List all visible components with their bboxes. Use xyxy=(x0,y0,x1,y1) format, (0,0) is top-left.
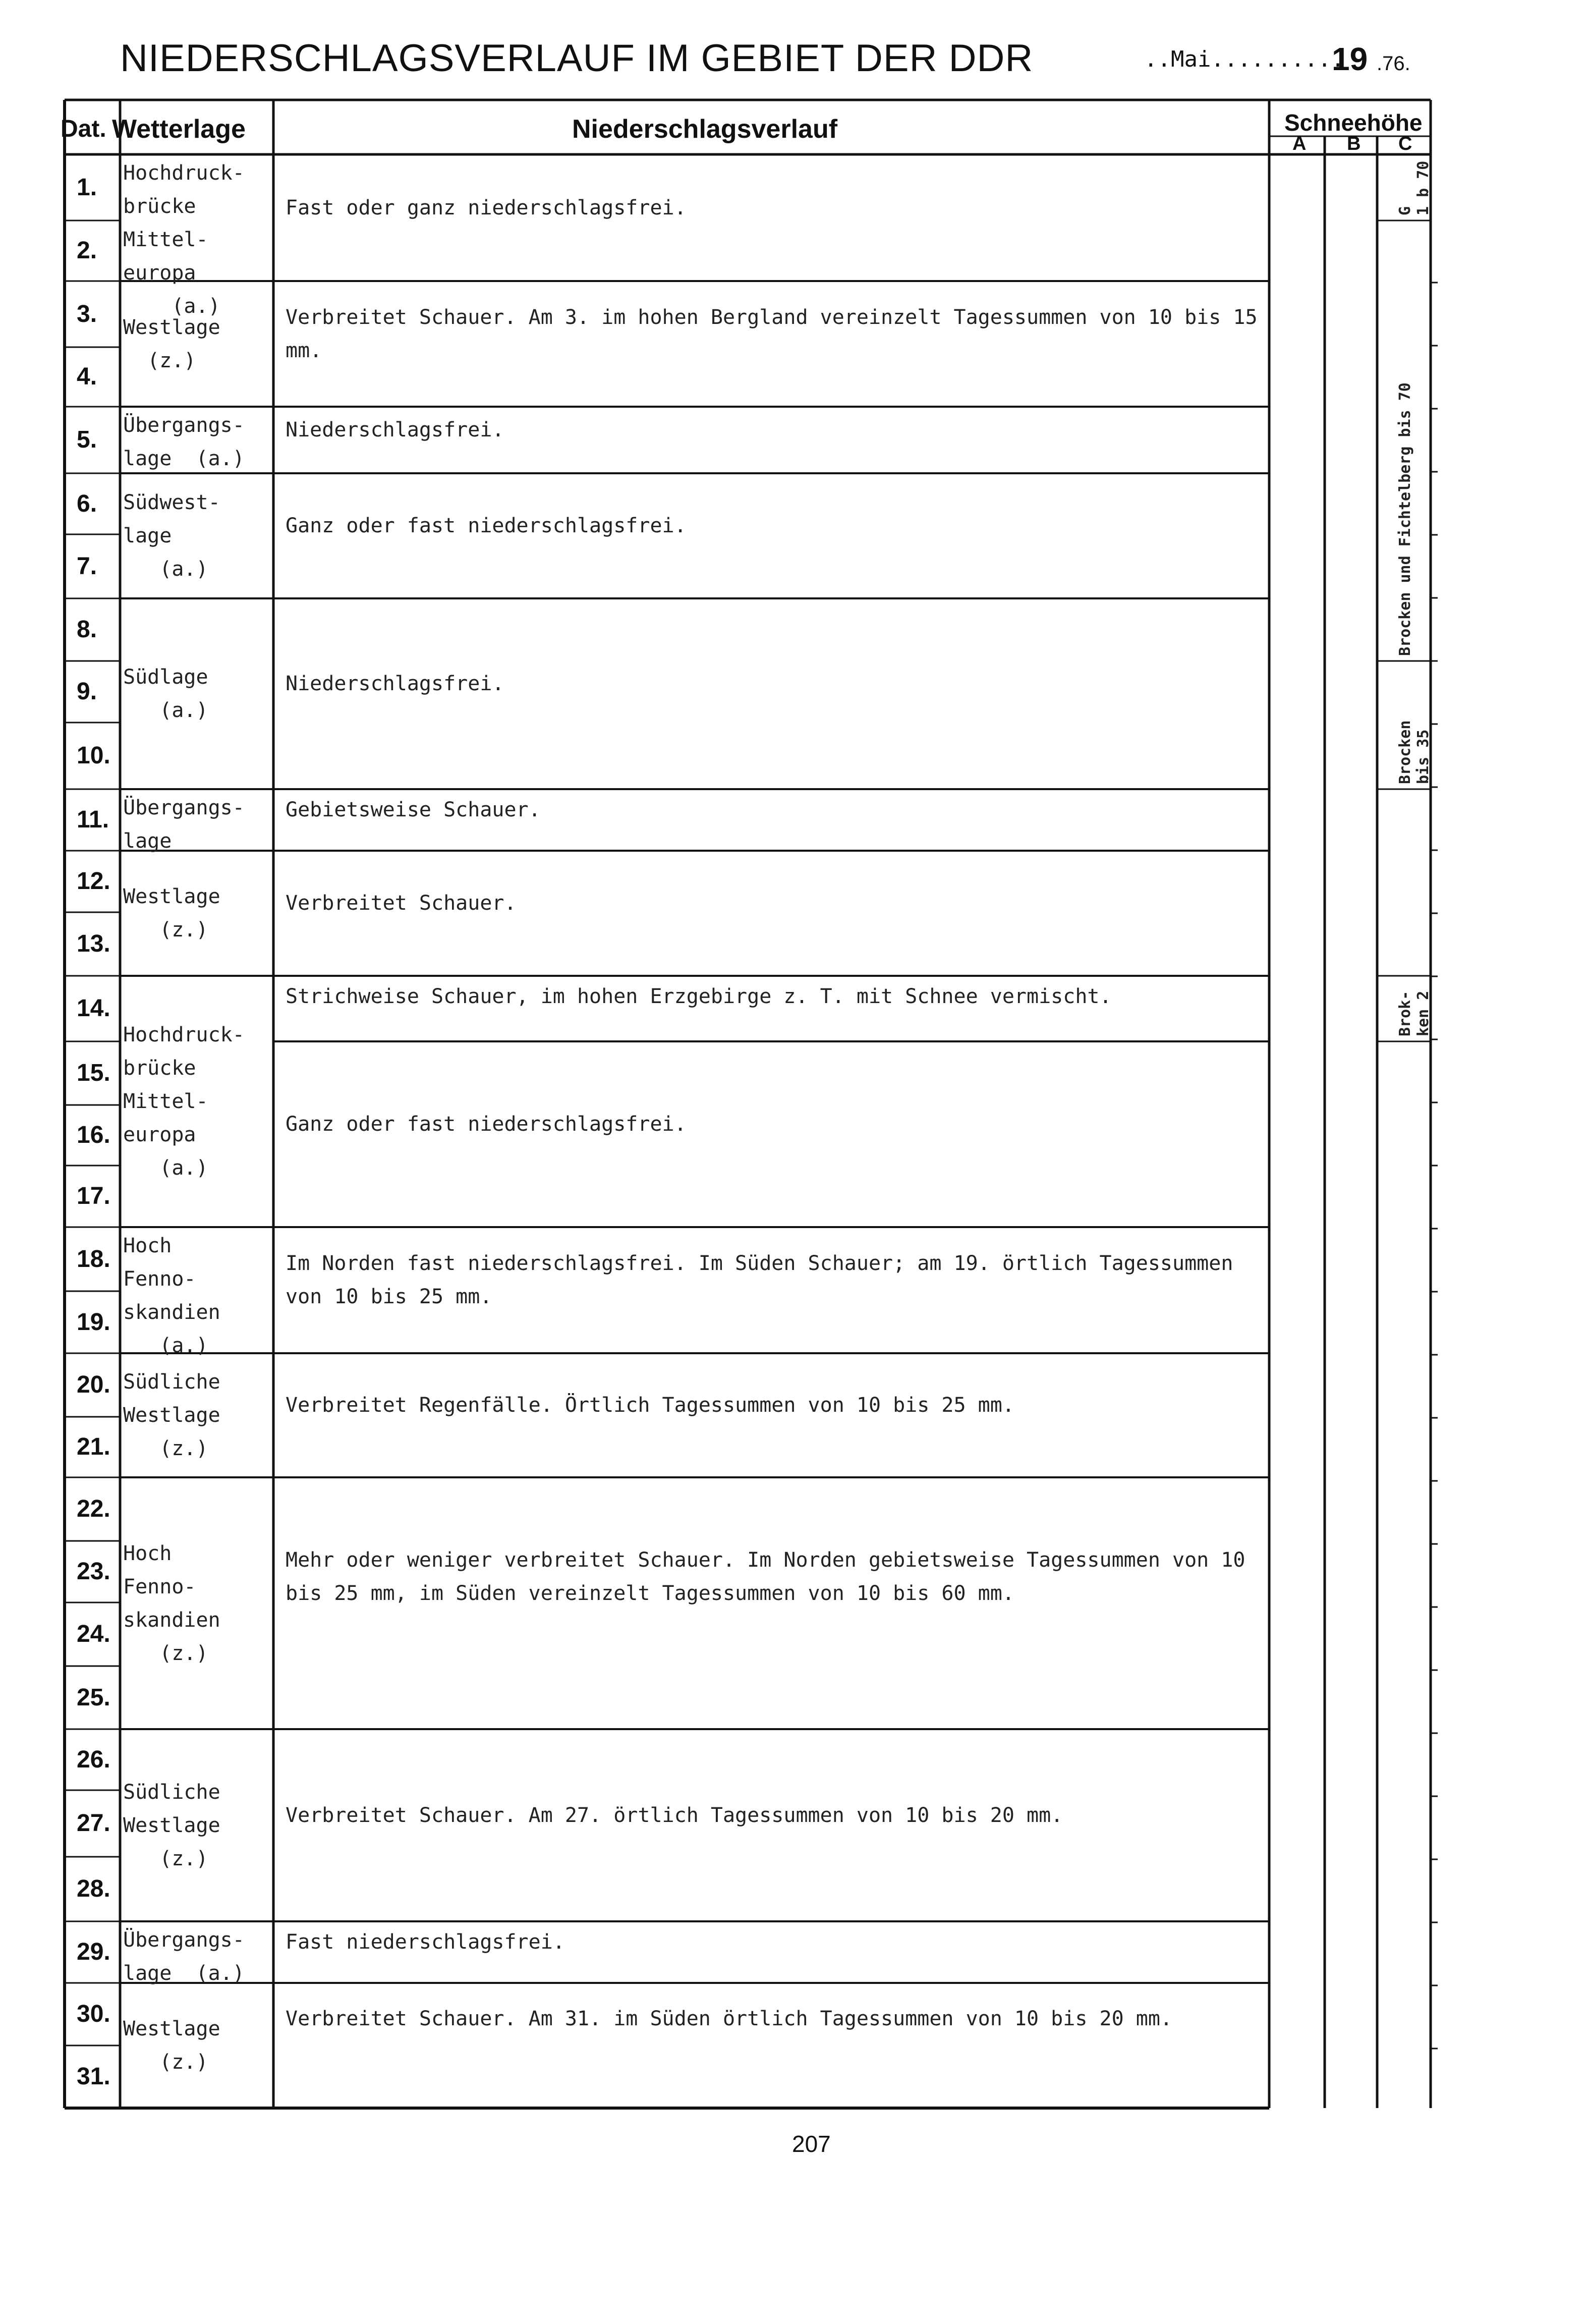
verlauf-cell: Verbreitet Schauer. Am 3. im hohen Bergland vereinzelt Tagessummen von 10 bis 15 mm. xyxy=(286,305,1258,362)
verlauf-cell: Strichweise Schauer, im hohen Erzgebirge z. T. mit Schnee vermischt. xyxy=(286,985,1112,1008)
column-header-schneehoehe: Schneehöhe xyxy=(1284,109,1423,136)
day-label: 29. xyxy=(77,1939,110,1965)
column-header-a: A xyxy=(1292,133,1307,154)
wetterlage-cell: Westlage (z.) xyxy=(123,2017,220,2074)
column-header-b: B xyxy=(1347,133,1361,154)
wetterlage-cell: Hochdruck- brücke Mittel- europa (a.) xyxy=(123,161,245,318)
day-label: 28. xyxy=(77,1875,110,1902)
day-label: 1. xyxy=(77,174,97,201)
wetterlage-cell: Westlage (z.) xyxy=(123,315,220,372)
column-header-c: C xyxy=(1398,133,1412,154)
month-field: ..Mai.......... xyxy=(1144,46,1345,72)
schnee-label: G 1 b 70 xyxy=(1396,160,1432,215)
day-label: 5. xyxy=(77,426,97,453)
wetterlage-cell: Übergangs- lage xyxy=(123,796,245,853)
day-label: 16. xyxy=(77,1122,110,1148)
day-label: 10. xyxy=(77,742,110,769)
day-label: 12. xyxy=(77,868,110,895)
day-label: 9. xyxy=(77,678,97,705)
day-label: 19. xyxy=(77,1308,110,1336)
day-label: 2. xyxy=(77,237,97,264)
schnee-label: Brocken bis 35 xyxy=(1396,720,1432,784)
verlauf-cell: Fast oder ganz niederschlagsfrei. xyxy=(286,196,687,219)
day-label: 6. xyxy=(77,490,97,517)
year-prefix: 19 xyxy=(1332,41,1368,77)
column-header-verlauf: Niederschlagsverlauf xyxy=(572,115,838,144)
day-label: 3. xyxy=(77,300,97,327)
verlauf-cell: Verbreitet Schauer. Am 27. örtlich Tagessummen von 10 bis 20 mm. xyxy=(286,1803,1063,1827)
day-label: 21. xyxy=(77,1433,110,1460)
day-label: 24. xyxy=(77,1621,110,1647)
day-label: 15. xyxy=(77,1060,110,1086)
wetterlage-cell: Westlage (z.) xyxy=(123,885,220,942)
wetterlage-cell: Hoch Fenno- skandien (z.) xyxy=(123,1541,220,1665)
day-label: 11. xyxy=(77,806,109,833)
day-label: 8. xyxy=(77,616,97,643)
year-suffix: .76. xyxy=(1376,52,1410,75)
column-header-wetterlage: Wetterlage xyxy=(112,115,246,144)
day-label: 22. xyxy=(77,1496,110,1522)
verlauf-cell: Gebietsweise Schauer. xyxy=(286,798,541,821)
day-label: 20. xyxy=(77,1371,110,1398)
schnee-label: Brok- ken 2 xyxy=(1396,990,1432,1036)
wetterlage-cell: Hochdruck- brücke Mittel- europa (a.) xyxy=(123,1023,245,1180)
verlauf-cell: Im Norden fast niederschlagsfrei. Im Süden Schauer; am 19. örtlich Tagessummen von 10 bis 25 mm. xyxy=(286,1252,1233,1308)
day-label: 26. xyxy=(77,1746,110,1773)
day-label: 13. xyxy=(77,930,110,957)
verlauf-cell: Mehr oder weniger verbreitet Schauer. Im Norden gebietsweise Tagessummen von 10 bis 25 mm, im Süden vereinzelt Tagessummen von 10 bis 60 mm. xyxy=(286,1548,1245,1605)
day-label: 7. xyxy=(77,552,97,580)
day-label: 4. xyxy=(77,363,97,390)
column-header-dat: Dat. xyxy=(61,116,106,142)
verlauf-cell: Verbreitet Schauer. xyxy=(286,892,517,915)
schnee-label: Brocken und Fichtelberg bis 70 xyxy=(1396,382,1414,656)
day-label: 27. xyxy=(77,1810,110,1837)
verlauf-cell: Niederschlagsfrei. xyxy=(286,418,504,441)
verlauf-cell: Verbreitet Schauer. Am 31. im Süden örtlich Tagessummen von 10 bis 20 mm. xyxy=(286,2007,1172,2030)
day-label: 30. xyxy=(77,2001,110,2027)
verlauf-cell: Verbreitet Regenfälle. Örtlich Tagessummen von 10 bis 25 mm. xyxy=(286,1394,1014,1417)
day-label: 31. xyxy=(77,2063,110,2090)
wetterlage-cell: Südwest- lage (a.) xyxy=(123,491,220,581)
verlauf-cell: Niederschlagsfrei. xyxy=(286,672,504,695)
wetterlage-cell: Hoch Fenno- skandien (a.) xyxy=(123,1234,220,1357)
wetterlage-cell: Übergangs- lage (a.) xyxy=(123,1928,245,1985)
day-label: 17. xyxy=(77,1183,110,1209)
wetterlage-cell: Südlage (a.) xyxy=(123,666,208,722)
wetterlage-cell: Südliche Westlage (z.) xyxy=(123,1370,220,1460)
wetterlage-cell: Südliche Westlage (z.) xyxy=(123,1780,220,1870)
day-label: 18. xyxy=(77,1245,110,1272)
day-label: 23. xyxy=(77,1558,110,1585)
verlauf-cell: Ganz oder fast niederschlagsfrei. xyxy=(286,1113,687,1136)
day-label: 25. xyxy=(77,1684,110,1711)
day-label: 14. xyxy=(77,995,110,1022)
page-title: NIEDERSCHLAGSVERLAUF IM GEBIET DER DDR xyxy=(120,37,1034,80)
page-number: 207 xyxy=(792,2131,831,2157)
verlauf-cell: Fast niederschlagsfrei. xyxy=(286,1930,565,1954)
wetterlage-cell: Übergangs- lage (a.) xyxy=(123,414,245,470)
verlauf-cell: Ganz oder fast niederschlagsfrei. xyxy=(286,514,687,537)
